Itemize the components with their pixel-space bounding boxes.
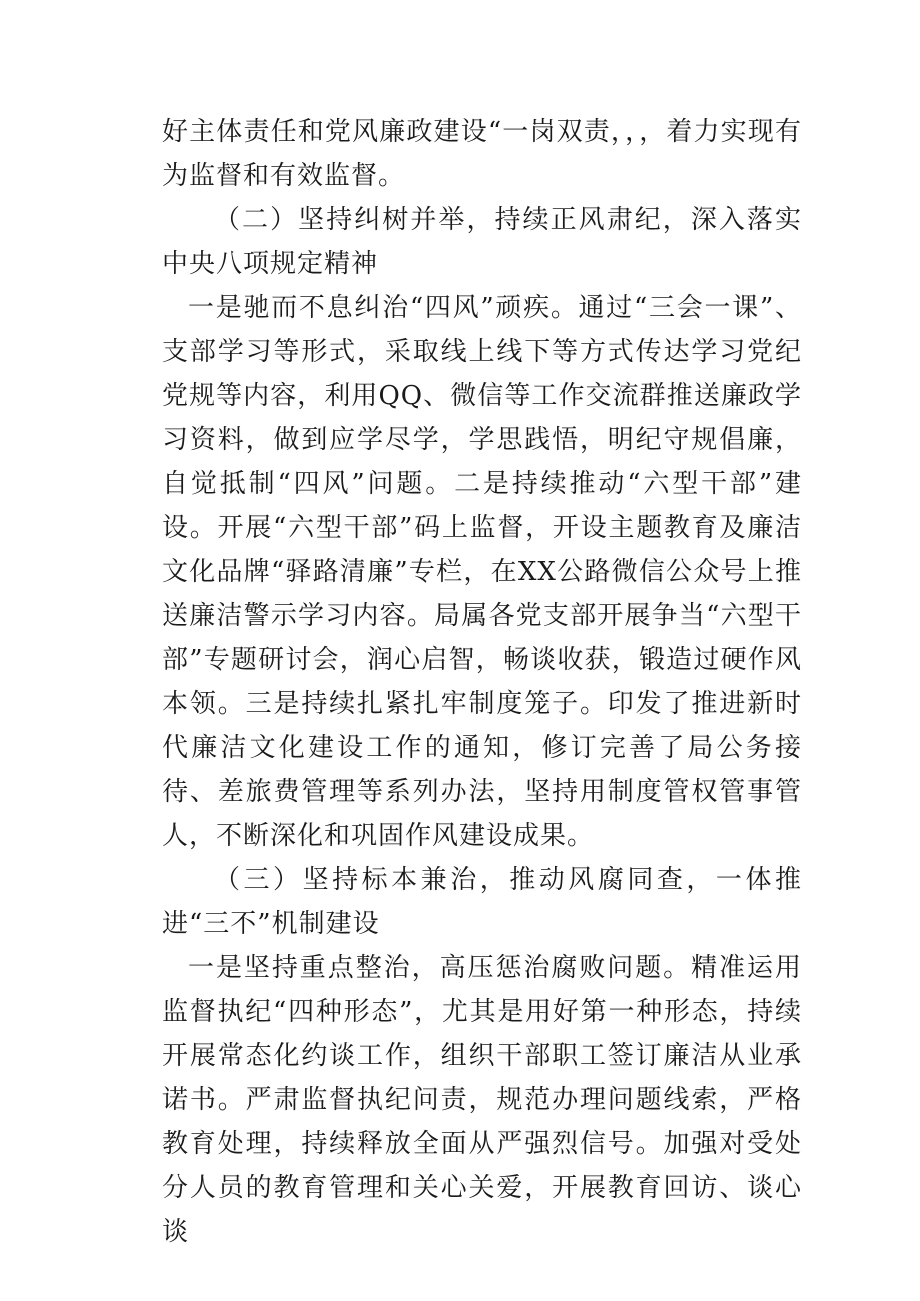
section-heading-2: （二）坚持纠树并举，持续正风肃纪，深入落实中央八项规定精神 [162,205,802,279]
section-heading-3: （三）坚持标本兼治，推动风腐同查，一体推进“三不”机制建设 [162,865,802,939]
document-body [162,110,802,1254]
paragraph-key-rectification: 一是坚持重点整治，高压惩治腐败问题。精准运用监督执纪“四种形态”，尤其是用好第一种形态，持续开展常态化约谈工作，组织干部职工签订廉洁从业承诺书。严肃监督执纪问责，规范办理问题线索，严格教育处理，持续释放全面从严强烈信号。加强对受处分人员的教育管理和关心关爱，开展教育回访、谈心谈 [162,953,802,1247]
paragraph-continuation: 好主体责任和党风廉政建设“一岗双责，，，着力实现有为监督和有效监督。 [162,117,802,191]
paragraph-four-winds: 一是驰而不息纠治“四风”顽疾。通过“三会一课”、支部学习等形式，采取线上线下等方式传达学习党纪党规等内容，利用QQ、微信等工作交流群推送廉政学习资料，做到应学尽学，学思践悟，明纪守规倡廉，自觉抵制“四风”问题。二是持续推动“六型干部”建设。开展“六型干部”码上监督，开设主题教育及廉洁文化品牌“驿路清廉”专栏，在XX公路微信公众号上推送廉洁警示学习内容。局属各党支部开展争当“六型干部”专题研讨会，润心启智，畅谈收获，锻造过硬作风本领。三是持续扎紧扎牢制度笼子。印发了推进新时代廉洁文化建设工作的通知，修订完善了局公务接待、差旅费管理等系列办法，坚持用制度管权管事管人，不断深化和巩固作风建设成果。 [162,293,802,851]
